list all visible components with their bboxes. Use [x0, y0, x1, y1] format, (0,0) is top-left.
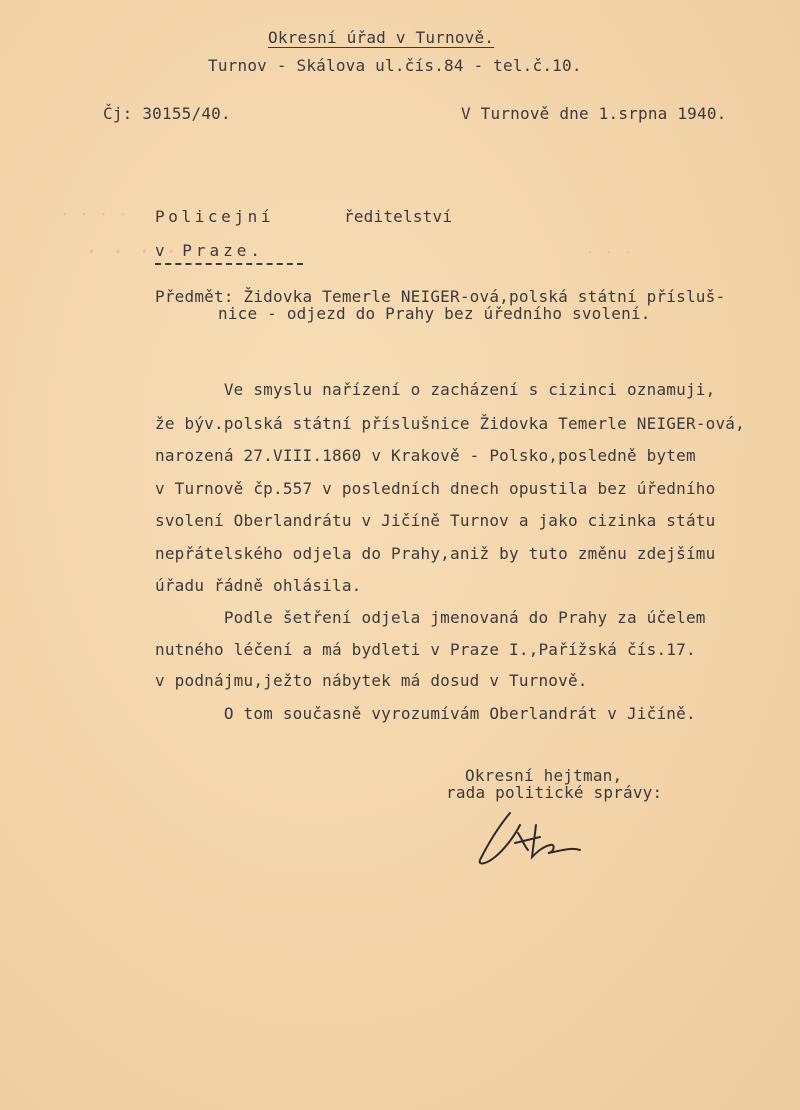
- body-line: Podle šetření odjela jmenovaná do Prahy za účelem: [155, 608, 706, 627]
- bleed-through-mark: · · · ·: [60, 205, 128, 224]
- bleed-through-mark: · · ·: [585, 243, 634, 262]
- signatory-title: Okresní hejtman,: [465, 766, 623, 785]
- body-line: narozená 27.VIII.1860 v Krakově - Polsko,posledně bytem: [155, 446, 696, 465]
- subject-line-1: Předmět: Židovka Temerle NEIGER-ová,polská státní přísluš-: [155, 287, 726, 306]
- reference-number: Čj: 30155/40.: [103, 104, 231, 123]
- body-line: v Turnově čp.557 v posledních dnech opustila bez úředního: [155, 479, 716, 498]
- recipient-line-1-rest: ředitelství: [344, 207, 453, 226]
- recipient-line-2: v Praze.: [155, 241, 265, 260]
- body-line: nepřátelského odjela do Prahy,aniž by tuto změnu zdejšímu: [155, 544, 716, 563]
- body-line: úřadu řádně ohlásila.: [155, 576, 362, 595]
- office-title: Okresní úřad v Turnově.: [268, 28, 495, 47]
- recipient-line-1-spaced: Policejní: [155, 207, 275, 226]
- bleed-through-mark: · · · ·: [85, 240, 178, 265]
- signatory-rank: rada politické správy:: [446, 783, 663, 802]
- body-line: svolení Oberlandrátu v Jičíně Turnov a jako cizinka státu: [155, 511, 716, 530]
- body-line: O tom současně vyrozumívám Oberlandrát v Jičíně.: [155, 704, 696, 723]
- body-line: Ve smyslu nařízení o zacházení s cizinci oznamuji,: [155, 380, 716, 399]
- body-line: že býv.polská státní příslušnice Židovka Temerle NEIGER-ová,: [155, 414, 745, 433]
- office-address: Turnov - Skálova ul.čís.84 - tel.č.10.: [208, 56, 582, 75]
- handwritten-signature: [470, 805, 600, 875]
- recipient-underline: [155, 263, 303, 265]
- body-line: nutného léčení a má bydleti v Praze I.,Pařížská čís.17.: [155, 640, 696, 659]
- body-line: v podnájmu,ježto nábytek má dosud v Turnově.: [155, 671, 588, 690]
- subject-line-2: nice - odjezd do Prahy bez úředního svolení.: [218, 304, 651, 323]
- date-line: V Turnově dne 1.srpna 1940.: [461, 104, 727, 123]
